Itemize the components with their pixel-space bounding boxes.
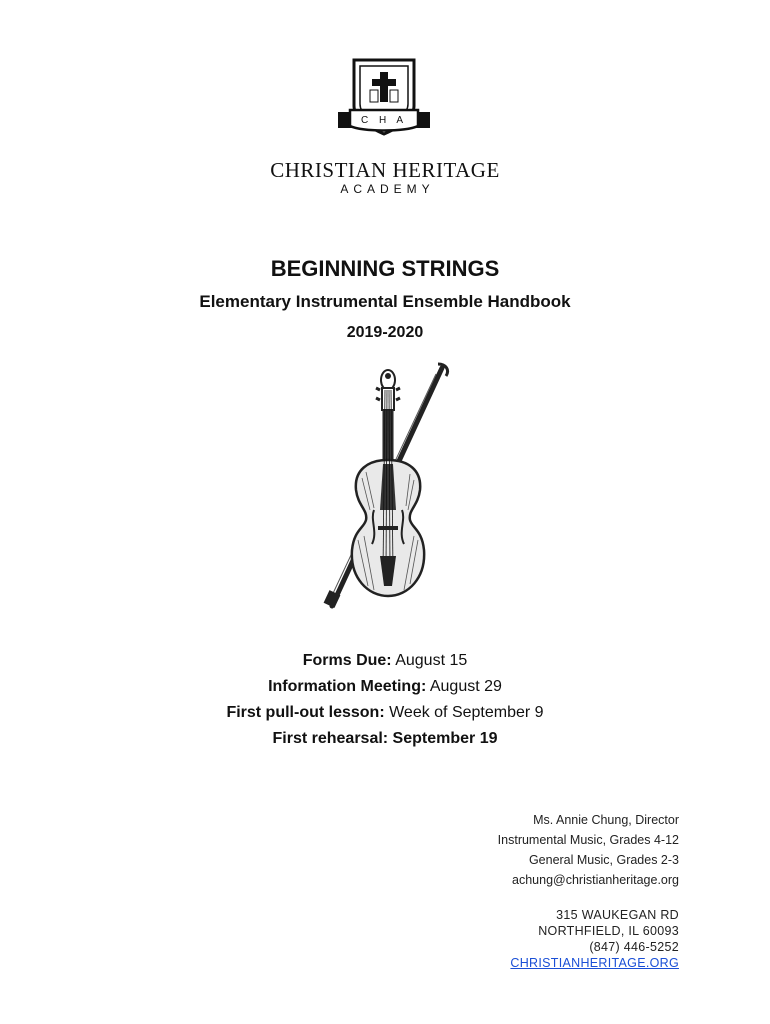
date-value: September 19 [388, 730, 498, 747]
address-street: 315 WAUKEGAN RD [556, 908, 679, 922]
date-row-meeting [0, 674, 770, 700]
school-name: CHRISTIAN HERITAGE [270, 158, 500, 182]
date-row-lesson [0, 700, 770, 726]
director-name: Ms. Annie Chung, Director [533, 813, 679, 827]
address-phone: (847) 446-5252 [589, 940, 679, 954]
date-label: First rehearsal: [272, 730, 389, 747]
date-value: August 15 [391, 652, 468, 669]
page-title: BEGINNING STRINGS [270, 256, 500, 281]
address-city: NORTHFIELD, IL 60093 [538, 924, 679, 938]
school-address [510, 907, 679, 971]
school-year: 2019-2020 [346, 324, 424, 341]
key-dates [0, 648, 770, 752]
school-subname: ACADEMY [340, 182, 435, 196]
date-value: August 29 [426, 678, 502, 695]
logo-letters: C H A [360, 115, 408, 126]
director-role-general: General Music, Grades 2-3 [528, 853, 679, 867]
school-logo-icon [332, 56, 436, 144]
director-email: achung@christianheritage.org [512, 873, 679, 887]
director-role-instrumental: Instrumental Music, Grades 4-12 [497, 833, 679, 847]
date-label: Forms Due: [302, 652, 392, 669]
date-label: First pull-out lesson: [226, 704, 385, 721]
violin-icon [310, 360, 460, 612]
page-subtitle: Elementary Instrumental Ensemble Handbook [199, 292, 571, 311]
date-row-rehearsal [0, 726, 770, 752]
website-link[interactable]: CHRISTIANHERITAGE.ORG [510, 956, 679, 970]
date-row-forms [0, 648, 770, 674]
date-value: Week of September 9 [384, 704, 544, 721]
date-label: Information Meeting: [268, 678, 427, 695]
director-contact [498, 810, 679, 890]
